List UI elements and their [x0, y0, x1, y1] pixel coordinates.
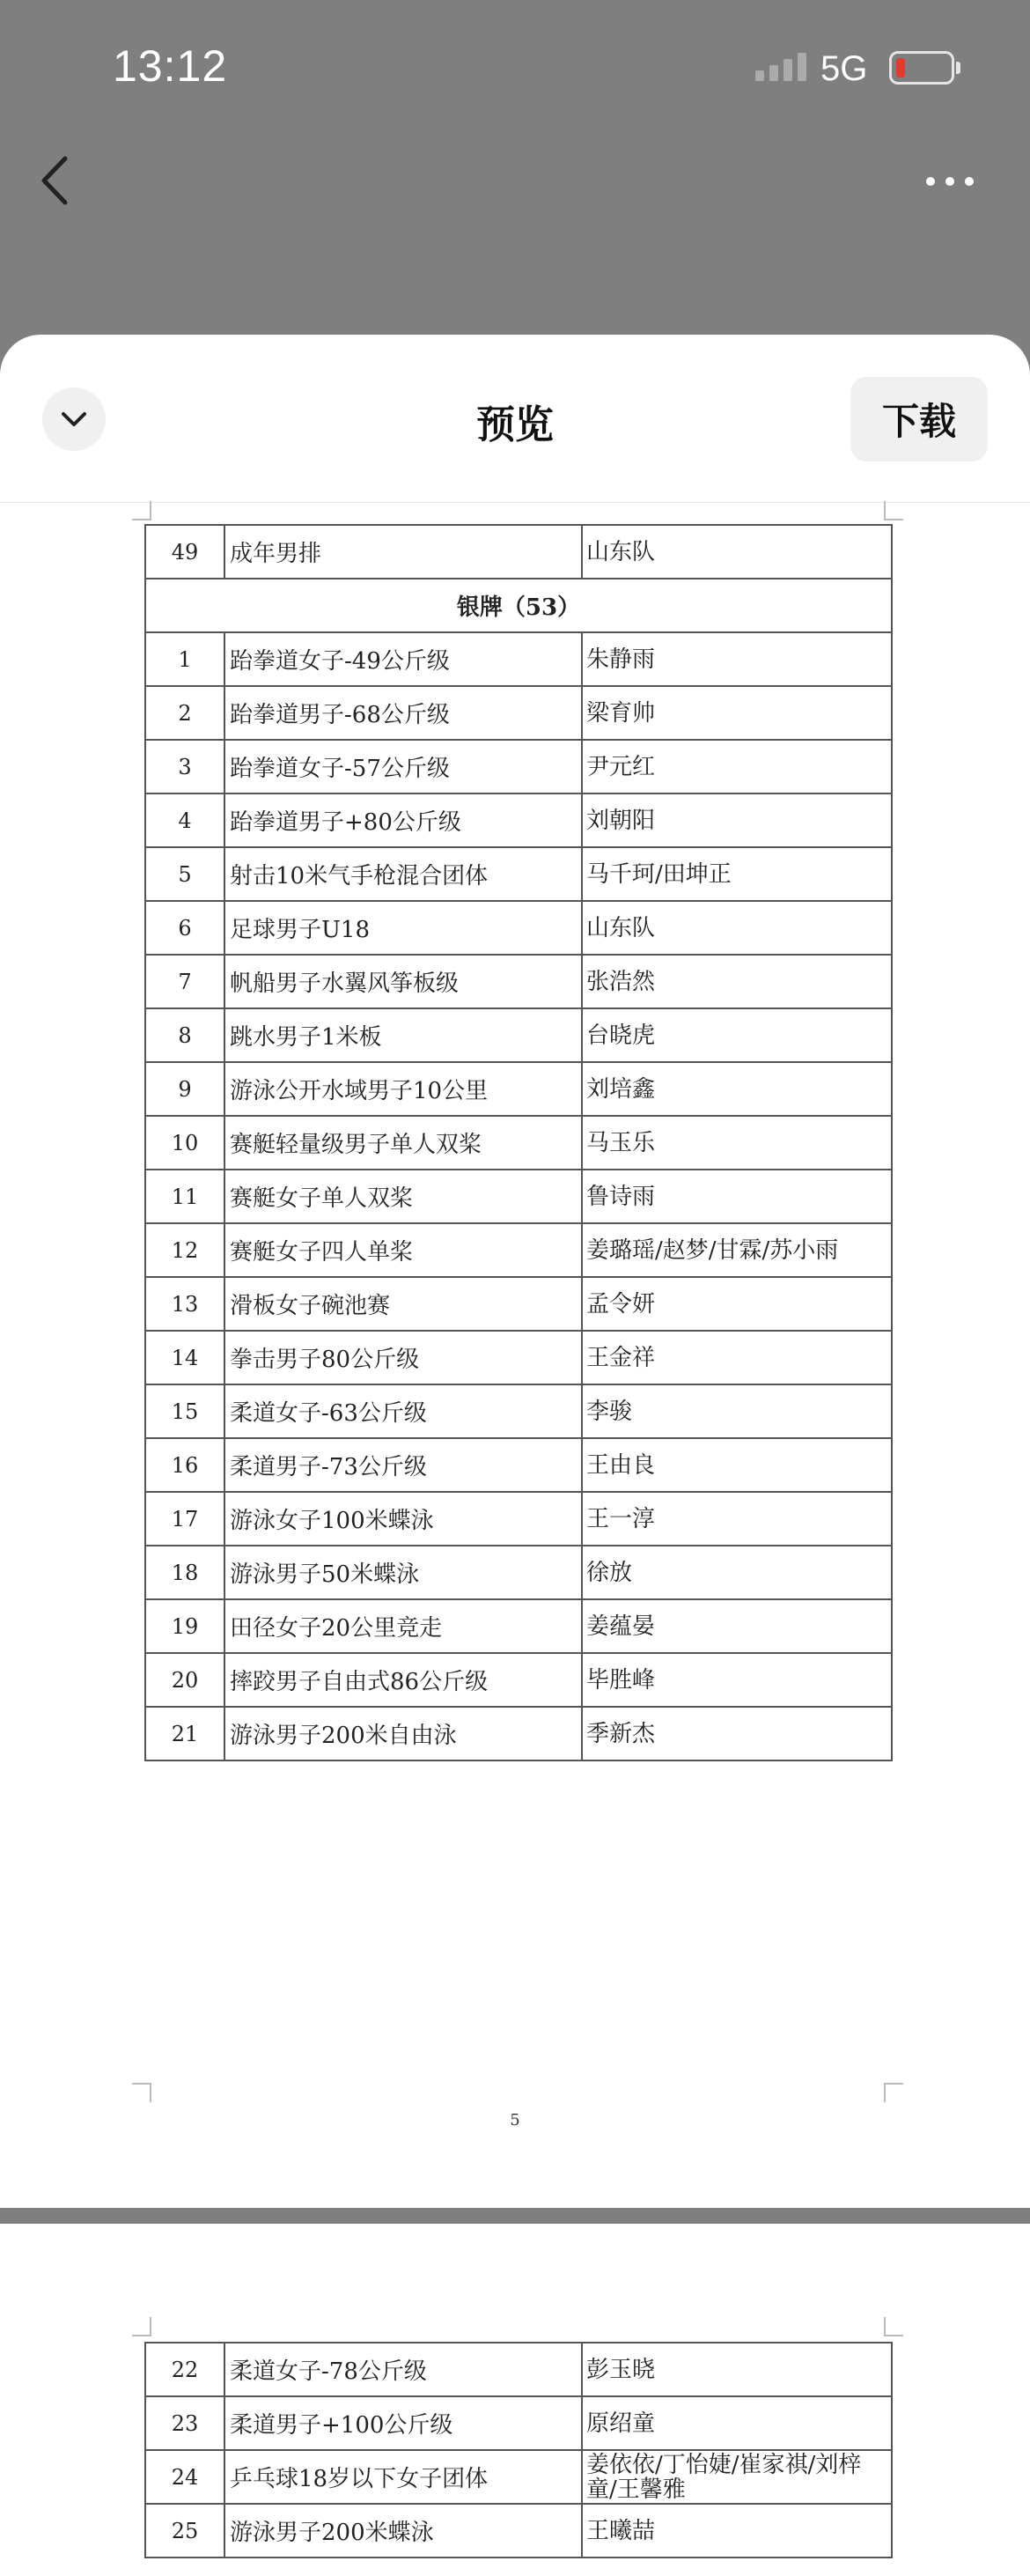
- table-row: [145, 1223, 892, 1277]
- event-name: 跆拳道女子-57公斤级: [224, 740, 582, 793]
- row-number: 25: [145, 2504, 224, 2558]
- event-name: 赛艇女子四人单桨: [224, 1223, 582, 1277]
- row-number: 7: [145, 955, 224, 1008]
- event-name: 游泳男子50米蝶泳: [224, 1546, 582, 1599]
- event-name: 游泳男子200米自由泳: [224, 1707, 582, 1760]
- athlete-name: 李骏: [582, 1384, 892, 1438]
- athlete-name: 徐放: [582, 1546, 892, 1599]
- row-number: 16: [145, 1438, 224, 1492]
- row-number: 15: [145, 1384, 224, 1438]
- event-name: 成年男排: [224, 525, 582, 579]
- athlete-name: 季新杰: [582, 1707, 892, 1760]
- medal-table: [144, 524, 893, 1761]
- event-name: 游泳公开水域男子10公里: [224, 1062, 582, 1116]
- table-row: [145, 847, 892, 901]
- preview-sheet: [0, 335, 1030, 2546]
- event-name: 射击10米气手枪混合团体: [224, 847, 582, 901]
- document-preview[interactable]: [0, 502, 1030, 2546]
- table-row: [145, 1008, 892, 1062]
- event-name: 跳水男子1米板: [224, 1008, 582, 1062]
- row-number: 1: [145, 632, 224, 686]
- chevron-left-icon: [35, 150, 79, 211]
- row-number: 22: [145, 2343, 224, 2396]
- table-row: [145, 1653, 892, 1707]
- athlete-name: 彭玉晓: [582, 2343, 892, 2396]
- row-number: 9: [145, 1062, 224, 1116]
- athlete-name: 梁育帅: [582, 686, 892, 740]
- medal-table: [144, 2342, 893, 2558]
- athlete-name: 马千珂/田坤正: [582, 847, 892, 901]
- row-number: 20: [145, 1653, 224, 1707]
- athlete-name: 毕胜峰: [582, 1653, 892, 1707]
- table-row: [145, 1384, 892, 1438]
- row-number: 4: [145, 793, 224, 847]
- table-row: [145, 740, 892, 793]
- row-number: 17: [145, 1492, 224, 1546]
- table-row: [145, 1438, 892, 1492]
- athlete-name: 马玉乐: [582, 1116, 892, 1170]
- document-page: [0, 2224, 1030, 2576]
- event-name: 足球男子U18: [224, 901, 582, 955]
- table-row: [145, 686, 892, 740]
- table-row: [145, 1062, 892, 1116]
- event-name: 柔道女子-63公斤级: [224, 1384, 582, 1438]
- event-name: 游泳男子200米蝶泳: [224, 2504, 582, 2558]
- document-page: [0, 503, 1030, 2208]
- section-row: [145, 579, 892, 632]
- table-row: [145, 1546, 892, 1599]
- more-options-button[interactable]: [926, 173, 982, 190]
- table-row: [145, 1170, 892, 1223]
- table-row: [145, 2343, 892, 2396]
- table-row: [145, 1707, 892, 1760]
- table-row: [145, 793, 892, 847]
- event-name: 柔道男子+100公斤级: [224, 2396, 582, 2450]
- row-number: 49: [145, 525, 224, 579]
- crop-mark: [132, 501, 151, 520]
- row-number: 23: [145, 2396, 224, 2450]
- event-name: 滑板女子碗池赛: [224, 1277, 582, 1331]
- table-row: [145, 525, 892, 579]
- event-name: 柔道女子-78公斤级: [224, 2343, 582, 2396]
- event-name: 跆拳道女子-49公斤级: [224, 632, 582, 686]
- athlete-name: 刘朝阳: [582, 793, 892, 847]
- athlete-name: 姜蕴晏: [582, 1599, 892, 1653]
- athlete-name: 姜璐瑶/赵梦/甘霖/苏小雨: [582, 1223, 892, 1277]
- table-row: [145, 2450, 892, 2504]
- event-name: 乒乓球18岁以下女子团体: [224, 2450, 582, 2504]
- battery-icon: [889, 51, 954, 85]
- crop-mark: [884, 2317, 903, 2336]
- dot-icon: [965, 177, 974, 186]
- athlete-name: 山东队: [582, 901, 892, 955]
- table-row: [145, 901, 892, 955]
- row-number: 8: [145, 1008, 224, 1062]
- back-button[interactable]: [35, 150, 79, 211]
- event-name: 帆船男子水翼风筝板级: [224, 955, 582, 1008]
- network-type: 5G: [820, 49, 868, 88]
- page-number: 5: [510, 2111, 520, 2129]
- row-number: 5: [145, 847, 224, 901]
- row-number: 3: [145, 740, 224, 793]
- row-number: 18: [145, 1546, 224, 1599]
- table-row: [145, 1599, 892, 1653]
- table-row: [145, 1116, 892, 1170]
- sheet-header: [0, 335, 1030, 502]
- row-number: 14: [145, 1331, 224, 1384]
- athlete-name: 原绍童: [582, 2396, 892, 2450]
- row-number: 19: [145, 1599, 224, 1653]
- crop-mark: [884, 2083, 903, 2102]
- download-button[interactable]: 下载: [850, 377, 988, 461]
- event-name: 赛艇轻量级男子单人双桨: [224, 1116, 582, 1170]
- status-time: 13:12: [113, 41, 228, 91]
- athlete-name: 刘培鑫: [582, 1062, 892, 1116]
- table-row: [145, 2396, 892, 2450]
- athlete-name: 王一淳: [582, 1492, 892, 1546]
- athlete-name: 孟令妍: [582, 1277, 892, 1331]
- signal-icon: [755, 51, 812, 81]
- event-name: 跆拳道男子+80公斤级: [224, 793, 582, 847]
- athlete-name: 台晓虎: [582, 1008, 892, 1062]
- table-row: [145, 2504, 892, 2558]
- dot-icon: [926, 177, 935, 186]
- crop-mark: [132, 2083, 151, 2102]
- table-row: [145, 1277, 892, 1331]
- sheet-title: 预览: [476, 402, 554, 447]
- athlete-name: 王由良: [582, 1438, 892, 1492]
- battery-tip: [956, 62, 960, 74]
- top-nav: [0, 141, 1030, 335]
- athlete-name: 王曦喆: [582, 2504, 892, 2558]
- row-number: 21: [145, 1707, 224, 1760]
- row-number: 2: [145, 686, 224, 740]
- event-name: 游泳女子100米蝶泳: [224, 1492, 582, 1546]
- event-name: 柔道男子-73公斤级: [224, 1438, 582, 1492]
- row-number: 12: [145, 1223, 224, 1277]
- row-number: 13: [145, 1277, 224, 1331]
- table-row: [145, 1492, 892, 1546]
- athlete-name: 尹元红: [582, 740, 892, 793]
- dot-icon: [945, 177, 954, 186]
- row-number: 6: [145, 901, 224, 955]
- athlete-name: 姜依依/丁怡婕/崔家祺/刘梓童/王馨雅: [582, 2450, 892, 2504]
- row-number: 24: [145, 2450, 224, 2504]
- event-name: 跆拳道男子-68公斤级: [224, 686, 582, 740]
- table-row: [145, 632, 892, 686]
- row-number: 11: [145, 1170, 224, 1223]
- crop-mark: [132, 2317, 151, 2336]
- row-number: 10: [145, 1116, 224, 1170]
- athlete-name: 山东队: [582, 525, 892, 579]
- athlete-name: 鲁诗雨: [582, 1170, 892, 1223]
- athlete-name: 朱静雨: [582, 632, 892, 686]
- event-name: 摔跤男子自由式86公斤级: [224, 1653, 582, 1707]
- table-row: [145, 955, 892, 1008]
- status-bar: [0, 0, 1030, 141]
- athlete-name: 王金祥: [582, 1331, 892, 1384]
- section-title: 银牌（53）: [145, 579, 892, 632]
- event-name: 赛艇女子单人双桨: [224, 1170, 582, 1223]
- event-name: 田径女子20公里竞走: [224, 1599, 582, 1653]
- crop-mark: [884, 501, 903, 520]
- event-name: 拳击男子80公斤级: [224, 1331, 582, 1384]
- table-row: [145, 1331, 892, 1384]
- athlete-name: 张浩然: [582, 955, 892, 1008]
